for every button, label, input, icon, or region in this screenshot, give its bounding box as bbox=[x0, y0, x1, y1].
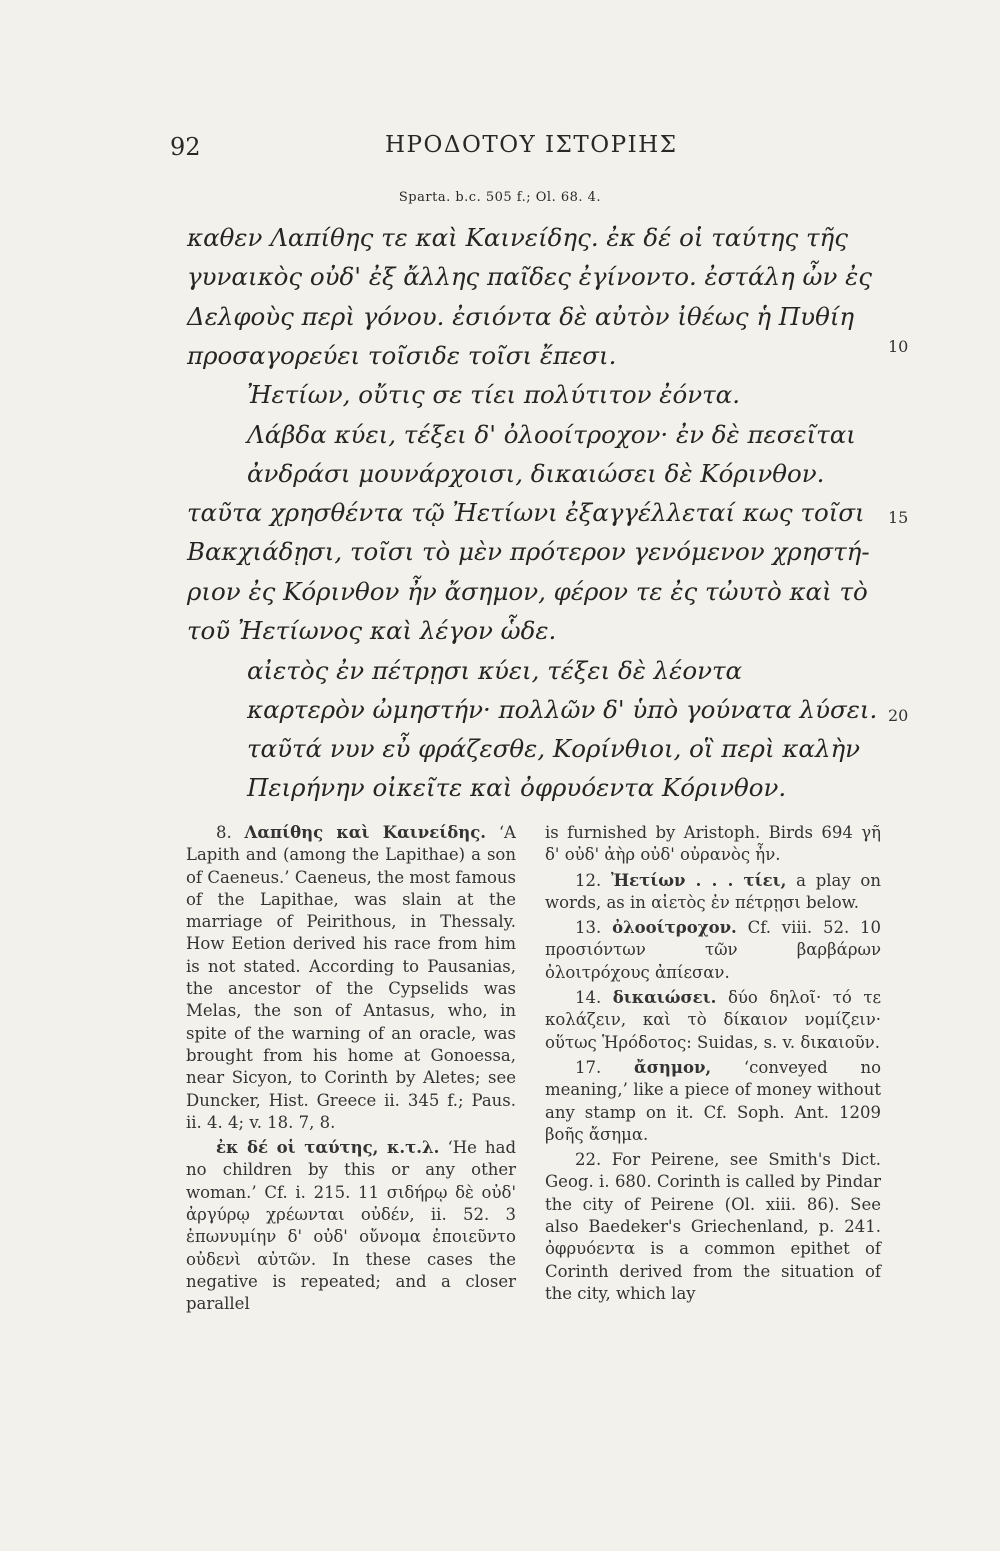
note bbox=[545, 822, 881, 867]
page-number: 92 bbox=[170, 133, 201, 161]
line-number: 20 bbox=[888, 706, 909, 725]
note-headword: Ἠετίων . . . τίει, bbox=[610, 870, 787, 890]
verse-line: Ἠετίων, οὔτις σε τίει πολύτιτον ἐόντα. bbox=[247, 380, 740, 409]
text-line: τοῦ Ἠετίωνος καὶ λέγον ὧδε. bbox=[187, 616, 557, 645]
note bbox=[186, 1137, 516, 1315]
text-line: ριον ἐς Κόρινθον ἦν ἄσημον, φέρον τε ἐς τὠυτὸ καὶ τὸ bbox=[187, 577, 868, 606]
note-text: a play on words, as in αἰετὸς ἐν πέτρῃσι below. bbox=[545, 870, 881, 912]
note-number: 12. bbox=[575, 870, 602, 890]
note bbox=[545, 1057, 881, 1146]
note-number: 14. bbox=[575, 988, 602, 1008]
note-number: 22. bbox=[575, 1150, 602, 1170]
note-text: ‘conveyed no meaning,’ like a piece of money without any stamp on it. Cf. Soph. Ant. 1209 βοῆς ἄσημα. bbox=[545, 1057, 882, 1144]
text-line: προσαγορεύει τοῖσιδε τοῖσι ἔπεσι. bbox=[187, 341, 617, 370]
verse-line: καρτερὸν ὠμηστήν· πολλῶν δ' ὑπὸ γούνατα λύσει. bbox=[247, 695, 878, 724]
note bbox=[545, 917, 881, 984]
note-text: For Peirene, see Smith's Dict. Geog. i. 680. Corinth is called by Pindar the city of Peirene (Ol. xiii. 86). See also Baedeker's Griechenland, p. 241. ὀφρυόεντα is a common epithet of Corinth derived from the situation of the city, which lay bbox=[545, 1150, 881, 1303]
note-number: 13. bbox=[575, 918, 602, 938]
note-text: δύο δηλοῖ· τό τε κολάζειν, καὶ τὸ δίκαιον νομίζειν· οὕτως Ἡρόδοτος: Suidas, s. v. δικαιοῦν. bbox=[545, 988, 881, 1052]
note-headword: ὀλοοίτροχον. bbox=[612, 918, 737, 938]
verse-line: ταῦτά νυν εὖ φράζεσθε, Κορίνθιοι, οἳ περὶ καλὴν bbox=[247, 734, 861, 763]
note-headword: δικαιώσει. bbox=[612, 988, 717, 1008]
note-number: 17. bbox=[575, 1057, 602, 1077]
note bbox=[545, 987, 881, 1054]
note-number: 8. bbox=[216, 823, 232, 842]
note bbox=[545, 1149, 881, 1305]
note bbox=[186, 822, 516, 1134]
notes-left-column bbox=[186, 822, 516, 1319]
text-line: Βακχιάδῃσι, τοῖσι τὸ μὲν πρότερον γενόμενον χρηστή- bbox=[187, 537, 870, 566]
note-headword: ἐκ δέ οἱ ταύτης, κ.τ.λ. bbox=[216, 1138, 440, 1158]
notes-right-column bbox=[545, 822, 881, 1308]
text-line: Δελφοὺς περὶ γόνου. ἐσιόντα δὲ αὐτὸν ἰθέως ἡ Πυθίη bbox=[187, 302, 855, 331]
note-headword: ἄσημον, bbox=[634, 1057, 712, 1077]
note bbox=[545, 870, 881, 915]
note-text: ‘A Lapith and (among the Lapithae) a son of Caeneus.’ Caeneus, the most famous of the Lapithae, was slain at the marriage of Peirithous, in Thessaly. How Eetion derived his race from him is not stated. According to Pausanias, the ancestor of the Cypselids was Melas, the son of Antasus, who, in spite of the warning of an oracle, was brought from his home at Gonoessa, near Sicyon, to Corinth by Aletes; see Duncker, Hist. Greece ii. 345 f.; Paus. ii. 4. 4; v. 18. 7, 8. bbox=[186, 823, 516, 1132]
verse-line: αἰετὸς ἐν πέτρῃσι κύει, τέξει δὲ λέοντα bbox=[247, 656, 743, 685]
text-line: γυναικὸς οὐδ' ἐξ ἄλλης παῖδες ἐγίνοντο. ἐστάλη ὦν ἐς bbox=[187, 262, 873, 291]
running-head: ΗΡΟΔΟΤΟΥ ΙΣΤΟΡΙΗΣ bbox=[385, 132, 678, 158]
note-text: ‘He had no children by this or any other woman.’ Cf. i. 215. 11 σιδήρῳ δὲ οὐδ' ἀργύρῳ χρέωνται οὐδέν, ii. 52. 3 ἐπωνυμίην δ' οὐδ' οὔνομα ἐποιεῦντο οὐδενὶ αὐτῶν. In these cases the negative is repeated; and a closer parallel bbox=[186, 1138, 517, 1314]
note-headword: Λαπίθης καὶ Καινείδης. bbox=[244, 823, 487, 842]
verse-line: Πειρήνην οἰκεῖτε καὶ ὀφρυόεντα Κόρινθον. bbox=[247, 773, 787, 802]
line-number: 15 bbox=[888, 508, 909, 527]
verse-line: ἀνδράσι μουνάρχοισι, δικαιώσει δὲ Κόρινθον. bbox=[247, 459, 825, 488]
text-line: καθεν Λαπίθης τε καὶ Καινείδης. ἐκ δέ οἱ ταύτης τῆς bbox=[187, 223, 848, 252]
subheading: Sparta. b.c. 505 f.; Ol. 68. 4. bbox=[398, 190, 602, 205]
note-text: is furnished by Aristoph. Birds 694 γῆ δ' οὐδ' ἀὴρ οὐδ' οὐρανὸς ἦν. bbox=[545, 823, 881, 865]
note-text: Cf. viii. 52. 10 προσιόντων τῶν βαρβάρων ὀλοιτρόχους ἀπίεσαν. bbox=[545, 918, 882, 982]
line-number: 10 bbox=[888, 337, 909, 356]
verse-line: Λάβδα κύει, τέξει δ' ὀλοοίτροχον· ἐν δὲ πεσεῖται bbox=[247, 420, 856, 449]
text-line: ταῦτα χρησθέντα τῷ Ἠετίωνι ἐξαγγέλλεταί κως τοῖσι bbox=[187, 498, 865, 527]
